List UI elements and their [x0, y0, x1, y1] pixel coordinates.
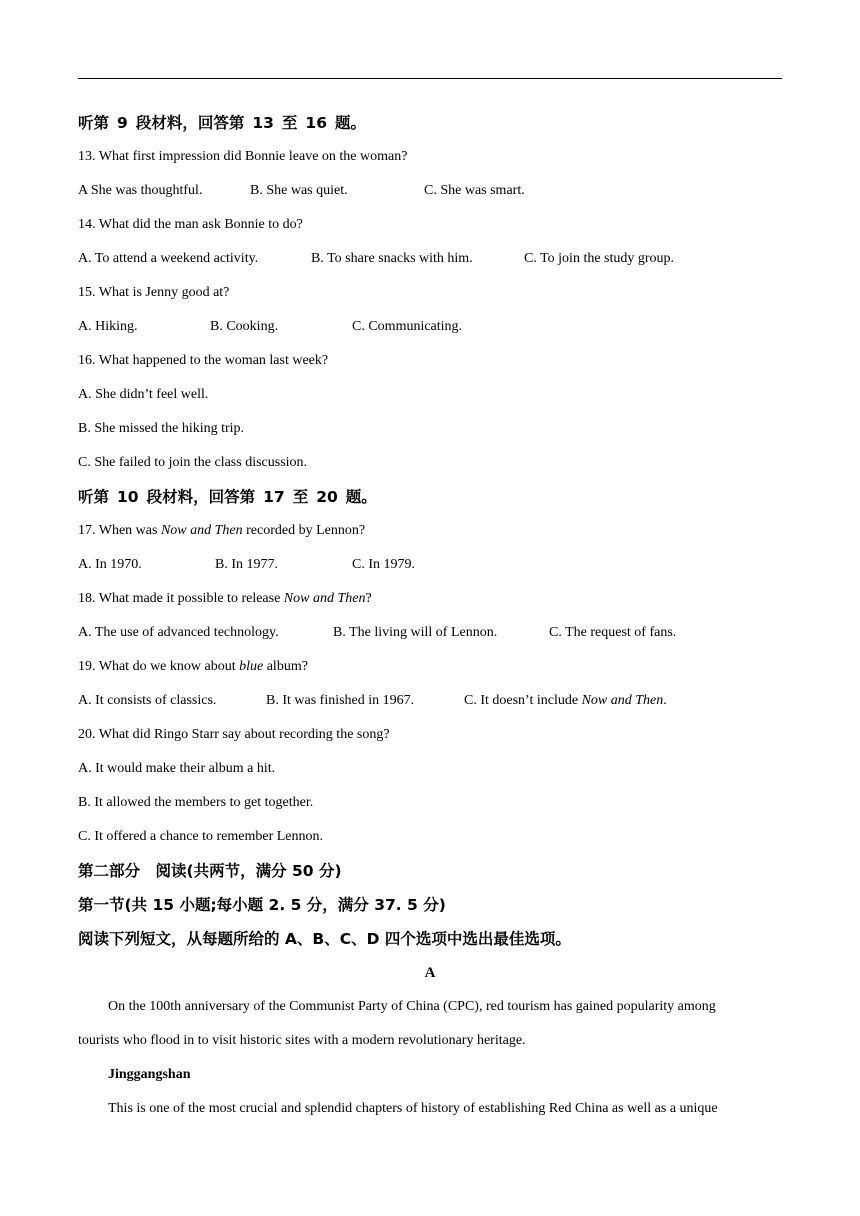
- section-10-heading: [78, 480, 782, 514]
- question-16-option-c: C. She failed to join the class discussion.: [78, 455, 308, 470]
- option-b: B. Cooking.: [210, 319, 279, 334]
- question-18-stem: [78, 582, 782, 616]
- heading-text: 题。: [345, 488, 377, 506]
- passage-para-1-line-1: On the 100th anniversary of the Communist Party of China (CPC), red tourism has gained popularity among: [108, 999, 716, 1014]
- song-title: Now and Then: [283, 591, 366, 606]
- question-17-stem: [78, 514, 782, 548]
- heading-number: 16: [305, 114, 327, 132]
- question-13-stem: 13. What first impression did Bonnie leave on the woman?: [78, 149, 408, 164]
- passage-subheading: Jinggangshan: [108, 1067, 191, 1082]
- heading-text: 题。: [335, 114, 367, 132]
- heading-text: 听第: [78, 488, 110, 506]
- question-15-options: [78, 310, 782, 344]
- option-a: A. It consists of classics.: [78, 693, 217, 708]
- heading-text: 至: [292, 488, 309, 506]
- heading-text: 听第: [78, 114, 110, 132]
- option-a: A. In 1970.: [78, 557, 142, 572]
- heading-text: 至: [281, 114, 298, 132]
- passage-para-1-line-2: tourists who flood in to visit historic sites with a modern revolutionary heritage.: [78, 1033, 526, 1048]
- question-16-stem: 16. What happened to the woman last week?: [78, 353, 329, 368]
- question-16-option-a: A. She didn’t feel well.: [78, 387, 209, 402]
- question-15-stem: 15. What is Jenny good at?: [78, 285, 230, 300]
- stem-text: 19. What do we know about: [78, 659, 240, 674]
- question-18-options: [78, 616, 782, 650]
- option-b: B. The living will of Lennon.: [333, 625, 498, 640]
- passage-para-2-line-1: This is one of the most crucial and splendid chapters of history of establishing Red China as well as a unique: [108, 1101, 718, 1116]
- option-b: B. In 1977.: [215, 557, 278, 572]
- option-a: A. To attend a weekend activity.: [78, 251, 259, 266]
- stem-text: 17. When was: [78, 523, 161, 538]
- option-b: B. To share snacks with him.: [311, 251, 473, 266]
- option-a: A. Hiking.: [78, 319, 138, 334]
- header-rule: [78, 78, 782, 79]
- option-b: B. She was quiet.: [250, 183, 348, 198]
- song-title: Now and Then: [581, 693, 664, 708]
- question-20-option-b: B. It allowed the members to get together.: [78, 795, 314, 810]
- option-c: C. The request of fans.: [549, 625, 677, 640]
- question-17-options: [78, 548, 782, 582]
- option-a: A She was thoughtful.: [78, 183, 203, 198]
- part-2-title: 第二部分 阅读(共两节，满分 50 分): [78, 862, 342, 880]
- question-16-option-b: B. She missed the hiking trip.: [78, 421, 245, 436]
- question-20-option-c: C. It offered a chance to remember Lennon.: [78, 829, 324, 844]
- option-a: A. The use of advanced technology.: [78, 625, 279, 640]
- stem-text: album?: [263, 659, 308, 674]
- option-text: .: [663, 693, 667, 708]
- question-14-stem: 14. What did the man ask Bonnie to do?: [78, 217, 303, 232]
- stem-text: 18. What made it possible to release: [78, 591, 284, 606]
- exam-page: [78, 106, 782, 1126]
- question-19-options: [78, 684, 782, 718]
- question-20-option-a: A. It would make their album a hit.: [78, 761, 276, 776]
- question-19-stem: [78, 650, 782, 684]
- option-text: C. It doesn’t include: [464, 693, 582, 708]
- option-c: C. In 1979.: [352, 557, 415, 572]
- heading-number: 13: [252, 114, 274, 132]
- option-c: [464, 684, 667, 718]
- heading-number: 17: [263, 488, 285, 506]
- heading-text: 段材料，回答第: [135, 114, 245, 132]
- passage-letter: A: [424, 965, 436, 981]
- part-2-section-1-title: 第一节(共 15 小题;每小题 2. 5 分，满分 37. 5 分): [78, 896, 446, 914]
- option-b: B. It was finished in 1967.: [266, 693, 415, 708]
- section-9-heading: [78, 106, 782, 140]
- question-14-options: [78, 242, 782, 276]
- heading-text: 段材料，回答第: [146, 488, 256, 506]
- song-title: Now and Then: [160, 523, 243, 538]
- heading-number: 20: [316, 488, 338, 506]
- heading-number: 10: [117, 488, 139, 506]
- stem-text: ?: [365, 591, 372, 606]
- question-13-options: [78, 174, 782, 208]
- heading-number: 9: [117, 114, 128, 132]
- option-c: C. She was smart.: [424, 183, 525, 198]
- album-title: blue: [239, 659, 264, 674]
- question-20-stem: 20. What did Ringo Starr say about recording the song?: [78, 727, 390, 742]
- option-c: C. Communicating.: [352, 319, 463, 334]
- reading-instruction: 阅读下列短文，从每题所给的 A、B、C、D 四个选项中选出最佳选项。: [78, 930, 571, 948]
- option-c: C. To join the study group.: [524, 251, 675, 266]
- stem-text: recorded by Lennon?: [242, 523, 366, 538]
